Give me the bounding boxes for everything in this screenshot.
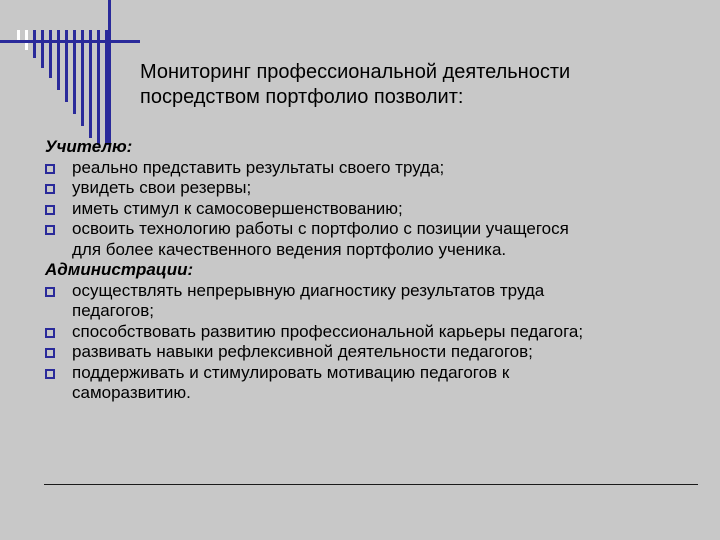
decorative-stripe [57, 30, 60, 90]
section-heading-administration: Администрации: [45, 260, 194, 279]
square-bullet-icon [45, 225, 55, 235]
decorative-stripe [41, 30, 44, 68]
section-administration [45, 260, 705, 404]
square-bullet-icon [45, 328, 55, 338]
decorative-stripes [0, 0, 140, 145]
decorative-stripe [97, 30, 100, 145]
list-item: осуществлять непрерывную диагностику результатов труда педагогов; [45, 281, 705, 322]
square-bullet-icon [45, 369, 55, 379]
slide-title [140, 60, 700, 110]
section-teacher [45, 137, 705, 260]
list-item: увидеть свои резервы; [45, 178, 705, 199]
list-item: поддерживать и стимулировать мотивацию педагогов к саморазвитию. [45, 363, 705, 404]
square-bullet-icon [45, 184, 55, 194]
list-item: освоить технологию работы с портфолио с позиции учащегося для более качественного ведения портфолио ученика. [45, 219, 705, 260]
list-item: реально представить результаты своего труда; [45, 158, 705, 179]
list-item: развивать навыки рефлексивной деятельности педагогов; [45, 342, 705, 363]
title-line-2: посредством портфолио позволит: [140, 86, 464, 108]
square-bullet-icon [45, 348, 55, 358]
section-heading-teacher: Учителю: [45, 137, 133, 156]
square-bullet-icon [45, 164, 55, 174]
decorative-stripe [49, 30, 52, 78]
slide-body [45, 137, 705, 404]
title-line-1: Мониторинг профессиональной деятельности [140, 61, 571, 83]
square-bullet-icon [45, 287, 55, 297]
square-bullet-icon [45, 205, 55, 215]
list-item: иметь стимул к самосовершенствованию; [45, 199, 705, 220]
list-item: способствовать развитию профессиональной карьеры педагога; [45, 322, 705, 343]
decorative-stripe [105, 30, 108, 145]
decorative-stripe [89, 30, 92, 138]
bottom-divider [44, 484, 698, 485]
decorative-stripe [33, 30, 36, 58]
decorative-stripe [81, 30, 84, 126]
